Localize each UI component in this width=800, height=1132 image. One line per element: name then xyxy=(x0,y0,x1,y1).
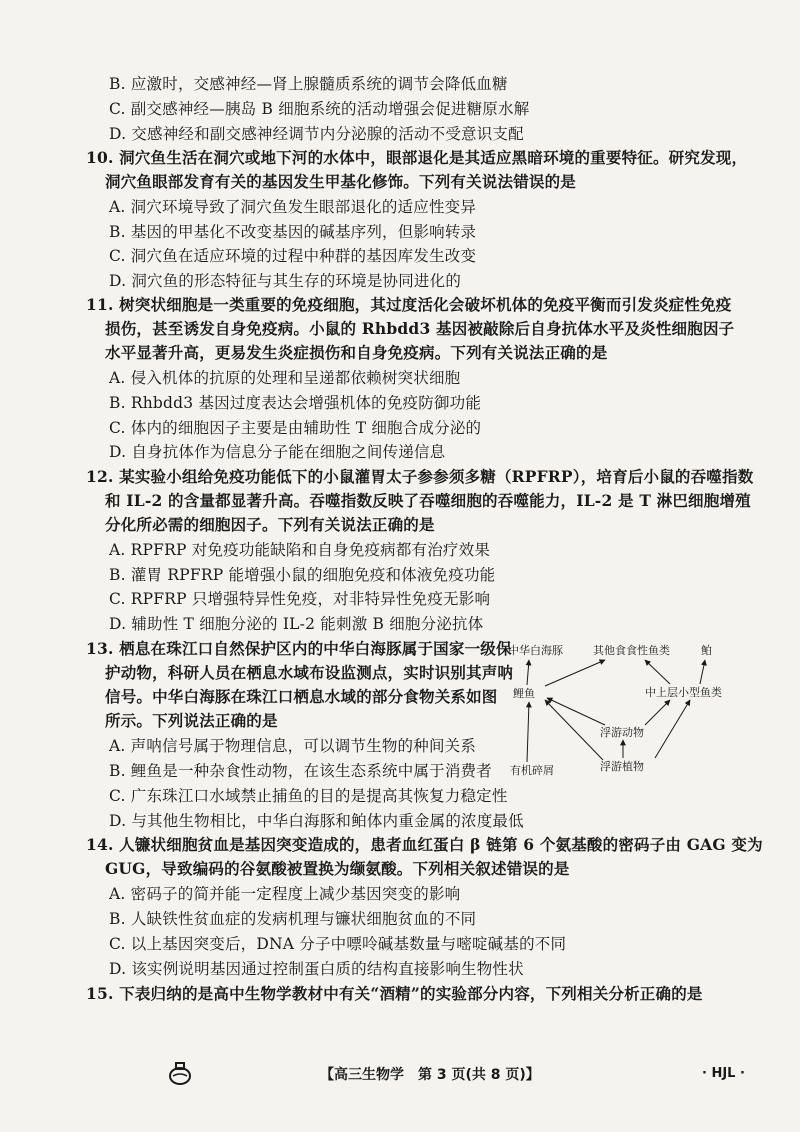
option-text-line: A. 密码子的简并能一定程度上减少基因突变的影响 xyxy=(109,885,461,903)
question-text-line: 水平显著升高，更易发生炎症损伤和自身免疫病。下列有关说法正确的是 xyxy=(105,343,608,362)
option-text-line: B. 应激时，交感神经—肾上腺髓质系统的调节会降低血糖 xyxy=(109,75,508,93)
question-text-line: 护动物，科研人员在栖息水域布设监测点，实时识别其声呐 xyxy=(105,663,514,682)
arrow-phyto-to-carp xyxy=(545,700,603,760)
question-text-line: 损伤，甚至诱发自身免疫病。小鼠的 Rhbdd3 基因被敲除后自身抗体水平及炎性细胞因子 xyxy=(105,319,735,338)
question-text-line: 12. 某实验小组给免疫功能低下的小鼠灌胃太子参参须多糖（RPFRP），培育后小鼠的吞噬指数 xyxy=(86,467,754,486)
question-text-line: 信号。中华白海豚在珠江口栖息水域的部分食物关系如图 xyxy=(105,687,498,706)
option-text-line: B. Rhbdd3 基因过度表达会增强机体的免疫防御功能 xyxy=(109,394,482,412)
question-text-line: 10. 洞穴鱼生活在洞穴或地下河的水体中，眼部退化是其适应黑暗环境的重要特征。研究发现， xyxy=(86,148,748,167)
question-text-line: 11. 树突状细胞是一类重要的免疫细胞，其过度活化会破坏机体的免疫平衡而引发炎症性免疫 xyxy=(86,295,732,314)
arrow-detritus-to-carp xyxy=(527,702,529,762)
question-text-line: GUG，导致编码的谷氨酸被置换为缬氨酸。下列相关叙述错误的是 xyxy=(105,859,570,878)
arrow-small-fish-to-omnivore xyxy=(645,660,670,684)
question-text-line: 分化所必需的细胞因子。下列有关说法正确的是 xyxy=(105,515,435,534)
option-text-line: B. 基因的甲基化不改变基因的碱基序列，但影响转录 xyxy=(109,223,477,241)
node-bo: 鲌 xyxy=(701,644,712,657)
option-text-line: D. 交感神经和副交感神经调节内分泌腺的活动不受意识支配 xyxy=(109,125,524,143)
flask-logo-icon xyxy=(167,1061,193,1085)
option-text-line: D. 洞穴鱼的形态特征与其生存的环境是协同进化的 xyxy=(109,272,462,290)
option-text-line: D. 与其他生物相比，中华白海豚和鲌体内重金属的浓度最低 xyxy=(109,812,524,830)
option-text-line: B. 灌胃 RPFRP 能增强小鼠的细胞免疫和体液免疫功能 xyxy=(109,566,496,584)
node-phytoplankton: 浮游植物 xyxy=(600,760,644,773)
option-text-line: C. 洞穴鱼在适应环境的过程中种群的基因库发生改变 xyxy=(109,247,477,265)
node-carp: 鲤鱼 xyxy=(513,687,535,700)
arrow-phyto-to-small-fish xyxy=(655,700,690,758)
option-text-line: A. RPFRP 对免疫功能缺陷和自身免疫病都有治疗效果 xyxy=(109,541,491,559)
option-text-line: B. 人缺铁性贫血症的发病机理与镰状细胞贫血的不同 xyxy=(109,910,477,928)
node-dolphin: 中华白海豚 xyxy=(508,644,563,657)
option-text-line: C. 以上基因突变后，DNA 分子中嘌呤碱基数量与嘧啶碱基的不同 xyxy=(109,935,567,953)
option-text-line: A. 侵入机体的抗原的处理和呈递都依赖树突状细胞 xyxy=(109,369,461,387)
arrow-carp-to-dolphin xyxy=(527,660,529,685)
option-text-line: B. 鲤鱼是一种杂食性动物，在该生态系统中属于消费者 xyxy=(109,762,492,780)
question-text-line: 所示。下列说法正确的是 xyxy=(105,711,278,730)
option-text-line: D. 自身抗体作为信息分子能在细胞之间传递信息 xyxy=(109,443,446,461)
node-omnivore-fish: 其他食食性鱼类 xyxy=(593,644,670,657)
option-text-line: C. 副交感神经—胰岛 B 细胞系统的活动增强会促进糖原水解 xyxy=(109,100,530,118)
node-small-fish: 中上层小型鱼类 xyxy=(645,686,722,699)
arrow-zoo-to-small-fish xyxy=(645,700,670,725)
option-text-line: A. 洞穴环境导致了洞穴鱼发生眼部退化的适应性变异 xyxy=(109,198,477,216)
question-text-line: 14. 人镰状细胞贫血是基因突变造成的，患者血红蛋白 β 链第 6 个氨基酸的密码子由 GAG 变为 xyxy=(86,835,763,854)
question-text-line: 和 IL-2 的含量都显著升高。吞噬指数反映了吞噬细胞的吞噬能力，IL-2 是 T 淋巴细胞增殖 xyxy=(105,491,751,510)
option-text-line: A. 声呐信号属于物理信息，可以调节生物的种间关系 xyxy=(109,737,477,755)
food-web-diagram xyxy=(505,640,745,780)
page-footer xyxy=(0,1061,800,1087)
option-text-line: C. RPFRP 只增强特异性免疫，对非特异性免疫无影响 xyxy=(109,590,491,608)
option-text-line: D. 该实例说明基因通过控制蛋白质的结构直接影响生物性状 xyxy=(109,960,524,978)
option-text-line: C. 广东珠江口水域禁止捕鱼的目的是提高其恢复力稳定性 xyxy=(109,787,508,805)
node-detritus: 有机碎屑 xyxy=(510,764,554,777)
question-text-line: 洞穴鱼眼部发育有关的基因发生甲基化修饰。下列有关说法错误的是 xyxy=(105,172,577,191)
option-text-line: C. 体内的细胞因子主要是由辅助性 T 细胞合成分泌的 xyxy=(109,419,482,437)
question-text-line: 13. 栖息在珠江口自然保护区内的中华白海豚属于国家一级保 xyxy=(86,639,512,658)
footer-page-label: 【高三生物学 第 3 页(共 8 页)】 xyxy=(320,1067,540,1083)
arrow-small-fish-to-bo xyxy=(700,660,705,684)
footer-code: · HJL · xyxy=(702,1066,745,1081)
option-text-line: D. 辅助性 T 细胞分泌的 IL-2 能刺激 B 细胞分泌抗体 xyxy=(109,615,484,633)
node-zooplankton: 浮游动物 xyxy=(600,726,644,739)
question-text-line: 15. 下表归纳的是高中生物学教材中有关“酒精”的实验部分内容，下列相关分析正确的是 xyxy=(86,984,703,1003)
arrow-omnivore-to-carp xyxy=(545,660,605,686)
